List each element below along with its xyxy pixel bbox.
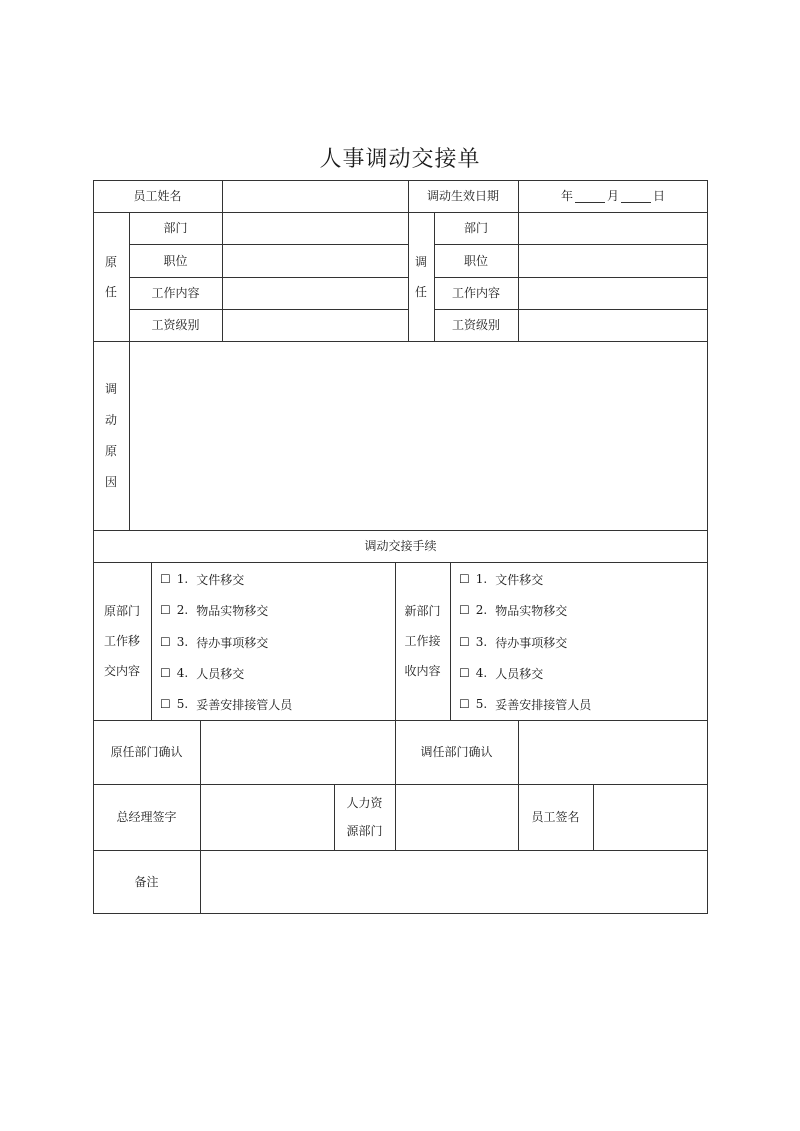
transfer-reason-label	[93, 341, 129, 530]
checkbox-icon[interactable]: ☐	[459, 666, 470, 680]
checkbox-icon[interactable]: ☐	[459, 697, 470, 711]
old-handover-item[interactable]	[160, 697, 292, 711]
original-salary-grade-label: 工资级别	[151, 318, 200, 332]
employee-signature-label: 员工签名	[531, 810, 580, 824]
gm-signature-field[interactable]	[200, 784, 334, 850]
original-duties-field[interactable]	[222, 277, 408, 309]
old-dept-label-line: 原部门	[103, 604, 140, 618]
gm-signature-label: 总经理签字	[116, 810, 177, 824]
item-text: 妥善安排接管人员	[196, 697, 293, 712]
reason-label-char: 动	[104, 413, 117, 427]
new-dept-confirm-label: 调任部门确认	[420, 745, 493, 759]
transfer-title-field[interactable]	[518, 244, 708, 277]
item-number: 1.	[475, 572, 488, 586]
hr-dept-label	[334, 784, 395, 850]
hr-dept-label-line: 人力资	[346, 796, 383, 810]
col-divider	[151, 562, 152, 720]
original-dept-field[interactable]	[222, 212, 408, 244]
new-handover-item[interactable]	[459, 603, 567, 617]
employee-name-field[interactable]	[222, 180, 408, 212]
item-text: 物品实物移交	[196, 603, 269, 618]
item-number: 2.	[475, 603, 488, 617]
checkbox-icon[interactable]: ☐	[459, 572, 470, 586]
transfer-duties-label: 工作内容	[451, 286, 500, 300]
transfer-salary-grade-field[interactable]	[518, 309, 708, 341]
old-handover-item[interactable]	[160, 603, 268, 617]
item-number: 5.	[176, 697, 189, 711]
original-label-char: 原	[104, 254, 117, 269]
remarks-label: 备注	[134, 875, 159, 889]
old-dept-handover-label	[93, 562, 151, 720]
checkbox-icon[interactable]: ☐	[160, 666, 171, 680]
old-handover-item[interactable]	[160, 635, 268, 649]
checkbox-icon[interactable]: ☐	[160, 697, 171, 711]
old-dept-confirm-field[interactable]	[200, 720, 395, 784]
old-dept-label-line: 交内容	[103, 664, 140, 678]
item-text: 文件移交	[495, 572, 544, 587]
old-handover-item[interactable]	[160, 572, 244, 586]
new-dept-confirm-field[interactable]	[518, 720, 708, 784]
reason-label-char: 因	[104, 475, 117, 489]
hr-dept-field[interactable]	[395, 784, 518, 850]
date-day-label: 日	[653, 189, 666, 203]
new-handover-item[interactable]	[459, 635, 567, 649]
date-year-label: 年	[560, 189, 573, 203]
effective-date-label: 调动生效日期	[426, 189, 499, 203]
item-number: 5.	[475, 697, 488, 711]
old-dept-label-line: 工作移	[103, 634, 140, 648]
month-blank[interactable]	[575, 190, 605, 203]
item-number: 3.	[475, 635, 488, 649]
original-dept-label: 部门	[163, 221, 188, 235]
item-text: 妥善安排接管人员	[495, 697, 592, 712]
original-label-char: 任	[104, 284, 117, 299]
remarks-field[interactable]	[200, 850, 708, 914]
reason-label-char: 原	[104, 444, 117, 458]
handover-section-title: 调动交接手续	[364, 539, 437, 553]
transfer-position-label	[408, 212, 434, 341]
item-text: 待办事项移交	[495, 635, 568, 650]
hr-dept-label-line: 源部门	[346, 824, 383, 838]
item-number: 4.	[475, 666, 488, 680]
item-number: 4.	[176, 666, 189, 680]
employee-name-label: 员工姓名	[133, 189, 182, 203]
original-title-field[interactable]	[222, 244, 408, 277]
form-title: 人事调动交接单	[319, 147, 481, 172]
item-number: 2.	[176, 603, 189, 617]
effective-date-field[interactable]	[518, 180, 708, 212]
item-text: 人员移交	[196, 666, 245, 681]
checkbox-icon[interactable]: ☐	[160, 635, 171, 649]
checkbox-icon[interactable]: ☐	[459, 635, 470, 649]
item-text: 待办事项移交	[196, 635, 269, 650]
col-divider	[450, 562, 451, 720]
transfer-dept-field[interactable]	[518, 212, 708, 244]
checkbox-icon[interactable]: ☐	[160, 603, 171, 617]
day-blank[interactable]	[621, 190, 651, 203]
item-number: 3.	[176, 635, 189, 649]
transfer-duties-field[interactable]	[518, 277, 708, 309]
checkbox-icon[interactable]: ☐	[459, 603, 470, 617]
item-text: 文件移交	[196, 572, 245, 587]
item-number: 1.	[176, 572, 189, 586]
new-dept-handover-label	[395, 562, 450, 720]
transfer-label-char: 调	[414, 254, 427, 269]
new-dept-label-line: 工作接	[404, 634, 441, 648]
item-text: 人员移交	[495, 666, 544, 681]
transfer-dept-label: 部门	[463, 221, 488, 235]
old-handover-item[interactable]	[160, 666, 244, 680]
old-dept-confirm-label: 原任部门确认	[110, 745, 183, 759]
original-title-label: 职位	[163, 253, 188, 268]
new-handover-item[interactable]	[459, 666, 543, 680]
item-text: 物品实物移交	[495, 603, 568, 618]
checkbox-icon[interactable]: ☐	[160, 572, 171, 586]
employee-signature-field[interactable]	[593, 784, 708, 850]
date-month-label: 月	[606, 189, 619, 203]
new-handover-item[interactable]	[459, 697, 591, 711]
original-position-label	[93, 212, 129, 341]
original-duties-label: 工作内容	[151, 286, 200, 300]
transfer-reason-field[interactable]	[129, 341, 708, 530]
reason-label-char: 调	[104, 382, 117, 396]
new-dept-label-line: 新部门	[404, 604, 441, 618]
new-handover-item[interactable]	[459, 572, 543, 586]
original-salary-grade-field[interactable]	[222, 309, 408, 341]
transfer-label-char: 任	[414, 284, 427, 299]
transfer-salary-grade-label: 工资级别	[451, 318, 500, 332]
new-dept-label-line: 收内容	[404, 664, 441, 678]
transfer-title-label: 职位	[463, 253, 488, 268]
